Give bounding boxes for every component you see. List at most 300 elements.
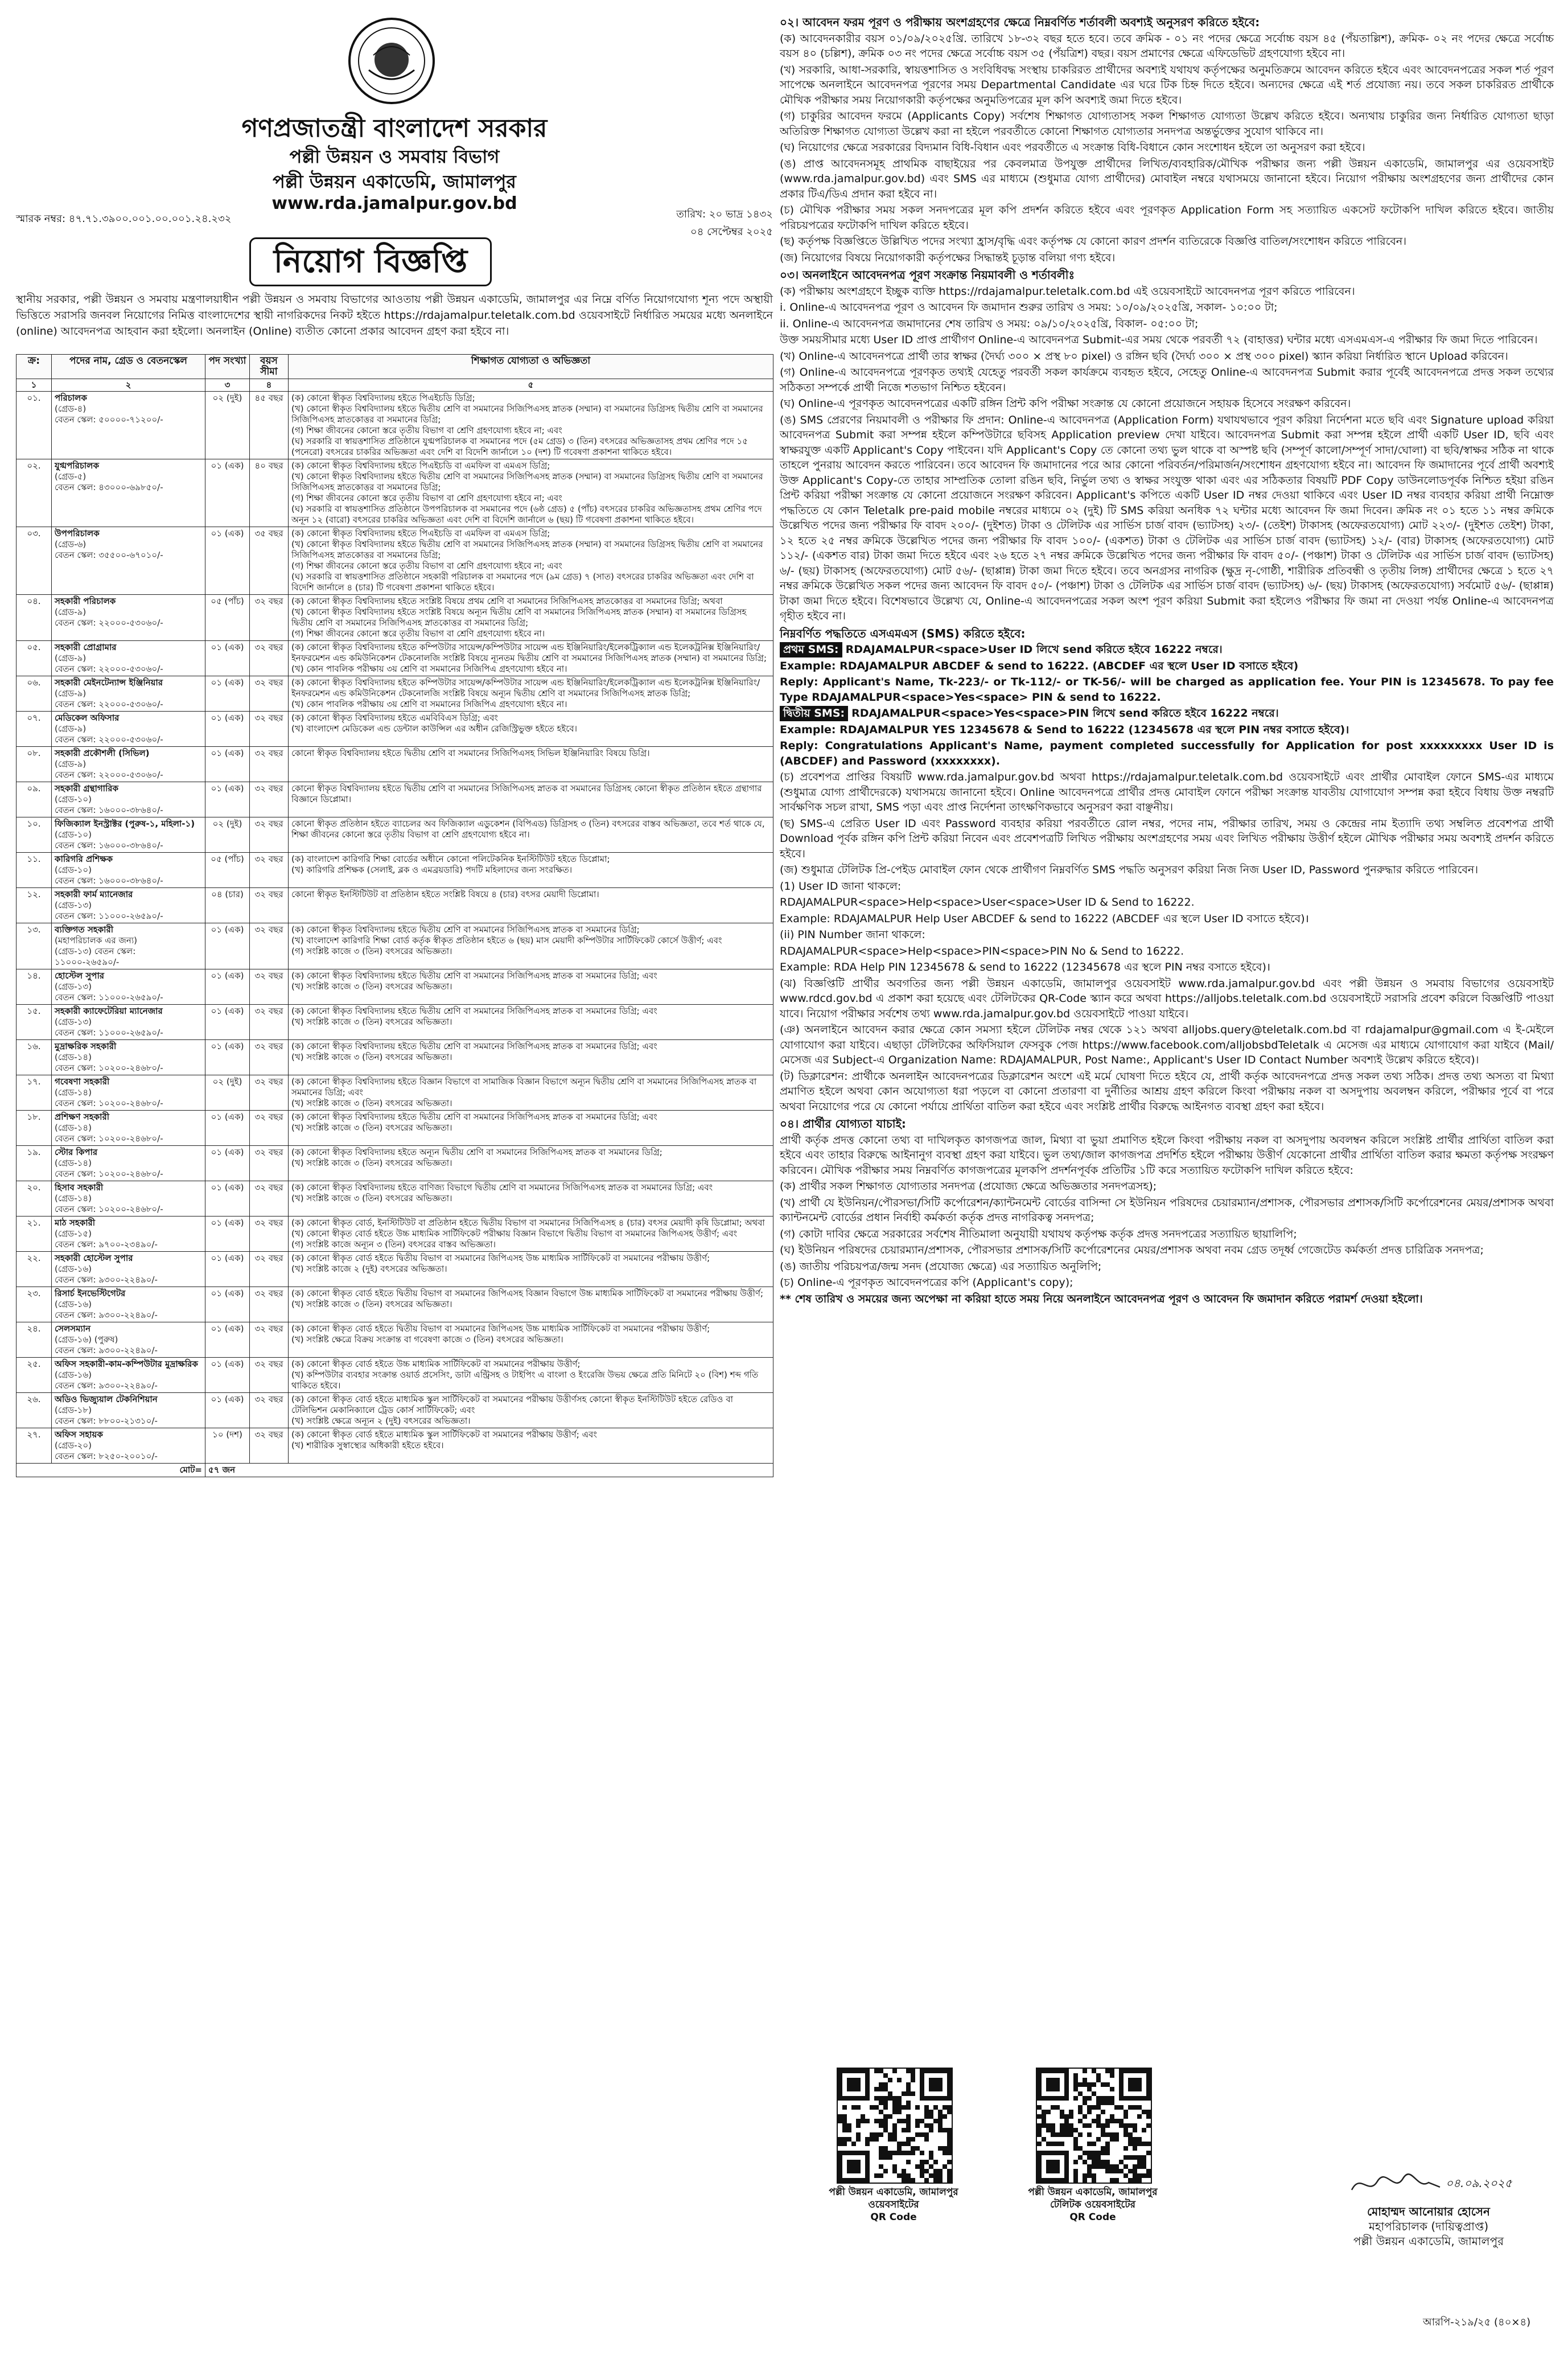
post-grade: (গ্রেড-১৪) <box>55 1158 92 1168</box>
row-post-count: ০২ (দুই) <box>205 817 250 853</box>
table-row <box>17 676 773 712</box>
post-grade: (গ্রেড-১০) <box>55 829 92 840</box>
table-row <box>17 641 773 676</box>
header-age: বয়স সীমা <box>250 355 289 379</box>
table-row <box>17 1322 773 1358</box>
post-grade: (গ্রেড-৯) <box>55 688 87 698</box>
list-item: (ঝ) বিজ্ঞপ্তিটি প্রার্থীর অবগতির জন্য পল্লী উন্নয়ন একাডেমি, জামালপুর ওয়েবসাইট www.rda.jamalpur.gov.bd এবং পল্লী উন্নয়ন ও সমবায় বিভাগের ওয়েবসাইট www.rdcd.gov.bd এ প্রকাশ করা হয়েছে এবং টেলিটকের QR-Code স্ক্যান করে অথবা https://alljobs.teletalk.com.bd ওয়েবসাইটে সরাসরি প্রবেশ করিলে বিজ্ঞপ্তিটি পাওয়া যাবে। নিয়োগ পরীক্ষার সর্বশেষ তথ্য www.rda.jamalpur.gov.bd ওয়েবসাইটে পাওয়া যাইবে। <box>780 977 1554 1020</box>
row-age-limit: ৩২ বছর <box>250 1358 289 1393</box>
post-name: হিসাব সহকারী <box>55 1182 104 1193</box>
row-qualification <box>289 641 773 676</box>
row-post-count: ০১ (এক) <box>205 782 250 817</box>
qualification-item: (ক) কোনো স্বীকৃত বোর্ড হইতে দ্বিতীয় বিভাগ বা সমমানের জিপিএসহ বিজ্ঞান বিভাগে উচ্চ মাধ্যমিক সার্টিফিকেট বা সমমানের পরীক্ষায় উত্তীর্ণ; <box>291 1288 764 1298</box>
table-row <box>17 1075 773 1111</box>
qualification-item: (গ) শিক্ষা জীবনের কোনো স্তরে তৃতীয় বিভাগ বা শ্রেণি গ্রহণযোগ্য হইবে না; এবং <box>291 425 562 435</box>
post-grade: (গ্রেড-১৪) <box>55 1087 92 1098</box>
row-post <box>52 459 205 527</box>
qualification-item: (গ) সংশ্লিষ্ট কাজে অন্যূন ৩ (তিন) বৎসরের বাস্তব অভিজ্ঞতা। <box>291 1239 496 1250</box>
row-post <box>52 1358 205 1393</box>
website-qr-code-icon[interactable] <box>837 2068 953 2184</box>
list-item: (জ) নিয়োগের বিষয়ে নিয়োগকারী কর্তৃপক্ষের সিদ্ধান্তই চূড়ান্ত বলিয়া গণ্য হইবে। <box>780 251 1116 264</box>
row-qualification <box>289 1111 773 1146</box>
row-age-limit: ৩২ বছর <box>250 1393 289 1428</box>
sms-heading: নিম্নবর্ণিত পদ্ধতিতে এসএমএস (SMS) করিতে হইবে: <box>780 626 1026 640</box>
list-item: (ঙ) প্রাপ্ত আবেদনসমূহ প্রাথমিক বাছাইয়ের পর কেবলমাত্র উপযুক্ত প্রার্থীদের লিখিত/ব্যবহারিক/মৌখিক পরীক্ষার জন্য পল্লী উন্নয়ন একাডেমি, জামালপুর এর ওয়েবসাইট (www.rda.jamalpur.gov.bd) এবং SMS এর মাধ্যমে (শুধুমাত্র যোগ্য প্রার্থীদের) মোবাইল নম্বরে যথাসময়ে জানানো হইবে। নিয়োগ পরীক্ষায় অংশগ্রহণের জন্য প্রার্থীদের কোন প্রকার টিএ/ডিএ প্রদান করা হইবে না। <box>780 157 1554 200</box>
sms-second-format: RDAJAMALPUR<space>Yes<space>PIN লিখে send করিতে হইবে 16222 নম্বরে। <box>851 707 1279 720</box>
qualification-item: (খ) সংশ্লিষ্ট কাজে ৩ (তিন) বৎসরের অভিজ্ঞতা। <box>291 1158 452 1168</box>
table-row <box>17 1217 773 1252</box>
right-column <box>780 13 1554 2346</box>
signatory-block <box>1309 2204 1548 2249</box>
post-grade: (গ্রেড-১৩) <box>55 900 92 910</box>
post-pay-scale: বেতন স্কেল: ৫০০০০-৭১২০০/- <box>55 414 163 425</box>
row-age-limit: ৩২ বছর <box>250 712 289 747</box>
qualification-item: (খ) কম্পিউটার ব্যবহার সংক্রান্ত ওয়ার্ড প্রসেসিং, ডাটা এন্ট্রিসহ ও টাইপিং এ বাংলা ও ইংরেজি উভয় ক্ষেত্রে প্রতি মিনিটে ২০ (বিশ) শব্দ গতি থাকিতে হইবে। <box>291 1370 759 1391</box>
row-age-limit: ৩২ বছর <box>250 1428 289 1464</box>
row-post <box>52 1393 205 1428</box>
row-serial: ১০. <box>17 817 52 853</box>
list-item: RDAJAMALPUR<space>Help<space>User<space>User ID & Send to 16222. <box>780 896 1195 909</box>
section-02-heading: ০২। আবেদন ফরম পূরণ ও পরীক্ষায় অংশগ্রহণের ক্ষেত্রে নিম্নবর্ণিত শর্তাবলী অবশ্যই অনুসরণ করিতে হইবে: <box>780 15 1260 29</box>
qualification-item: (খ) সংশ্লিষ্ট ক্ষেত্রে বিক্রয় সংক্রান্ত বা গবেষণা কাজে ৩ (তিন) বৎসরের অভিজ্ঞতা। <box>291 1334 563 1345</box>
qualification-item: (খ) সংশ্লিষ্ট কাজে ৩ (তিন) বৎসরের অভিজ্ঞতা। <box>291 1052 452 1062</box>
qualification-item: (খ) কোন পাবলিক পরীক্ষায় ৩য় শ্রেণি বা সমমানের সিজিপিএ গ্রহণযোগ্য হইবে না। <box>291 664 567 674</box>
qr-caption-line: QR Code <box>1069 2212 1116 2223</box>
post-name: সহকারী ফার্ম ম্যানেজার <box>55 889 133 899</box>
qualification-item: (গ) শিক্ষা জীবনের কোনো স্তরে তৃতীয় বিভাগ বা শ্রেণি গ্রহণযোগ্য হইবে না; এবং <box>291 493 562 503</box>
date-label: তারিখ: <box>676 208 706 220</box>
qualification-item: (খ) কোন পাবলিক পরীক্ষায় ৩য় শ্রেণি বা সমমানের সিজিপিএ গ্রহণযোগ্য হইবে না। <box>291 699 567 709</box>
row-qualification <box>289 1393 773 1428</box>
row-post-count: ০১ (এক) <box>205 1322 250 1358</box>
post-name: মুদ্রাক্ষরিক সহকারী <box>55 1041 117 1051</box>
date-block <box>594 206 773 241</box>
post-grade: (গ্রেড-১৫) <box>55 1228 92 1239</box>
row-serial: ২৫. <box>17 1358 52 1393</box>
row-post <box>52 1075 205 1111</box>
post-name: পরিচালক <box>55 393 87 403</box>
qualification-item: (ক) কোনো স্বীকৃত বোর্ড হইতে মাধ্যমিক স্কুল সার্টিফিকেট বা সমমানের পরীক্ষায় উত্তীর্ণ; এবং <box>291 1429 597 1440</box>
row-post <box>52 1322 205 1358</box>
row-age-limit: ৩২ বছর <box>250 641 289 676</box>
qualification-item: (ক) কোনো স্বীকৃত বিশ্ববিদ্যালয় হইতে দ্বিতীয় শ্রেণি বা সমমানের সিজিপিএসহ স্নাতক বা সমমানের ডিগ্রি; এবং <box>291 1112 657 1122</box>
row-qualification <box>289 1217 773 1252</box>
row-post-count: ০১ (এক) <box>205 1217 250 1252</box>
row-post <box>52 853 205 888</box>
post-pay-scale: বেতন স্কেল: ১৬০০০-৩৮৬৪০/- <box>55 876 163 886</box>
qualification-item: (ক) কোনো স্বীকৃত বিশ্ববিদ্যালয় হইতে পিএইচডি বা এমফিল বা এমএস ডিগ্রি; <box>291 528 550 539</box>
row-age-limit: ৩২ বছর <box>250 782 289 817</box>
row-post-count: ০১ (এক) <box>205 712 250 747</box>
qualification-item: (খ) শারীরিক সুস্বাস্থ্যের অধিকারী হইতে হইবে। <box>291 1440 444 1450</box>
row-age-limit: ৩২ বছর <box>250 1252 289 1287</box>
table-row <box>17 1111 773 1146</box>
post-pay-scale: বেতন স্কেল: ১০২০০-২৪৬৮০/- <box>55 1133 163 1144</box>
row-serial: ১৭. <box>17 1075 52 1111</box>
row-serial: ১৮. <box>17 1111 52 1146</box>
table-row <box>17 747 773 782</box>
qualification-item: (খ) সংশ্লিষ্ট কাজে ৩ (তিন) বৎসরের অভিজ্ঞতা। <box>291 1017 452 1027</box>
list-item: (চ) প্রবেশপত্র প্রাপ্তির বিষয়টি www.rda.jamalpur.gov.bd অথবা https://rdajamalpur.teletalk.com.bd ওয়েবসাইটে এবং প্রার্থীর মোবাইল ফোনে SMS-এর মাধ্যমে (শুধুমাত্র যোগ্য প্রার্থীদেরকে) যথাসময়ে জানানো হইবে। Online আবেদনপত্রে প্রার্থীর প্রদত্ত মোবাইল ফোনে পরীক্ষা সংক্রান্ত যাবতীয় যোগাযোগ সম্পন্ন করা হইবে বিধায় উক্ত নম্বরটি সার্বক্ষণিক সচল রাখা, SMS পড়া এবং প্রাপ্ত নির্দেশনা তাৎক্ষণিকভাবে অনুসরণ করা বাঞ্ছনীয়। <box>780 771 1554 813</box>
post-name: যুগ্মপরিচালক <box>55 461 99 471</box>
post-pay-scale: বেতন স্কেল: ৯৩০০-২২৪৯০/- <box>55 1380 158 1391</box>
qualification-item: (খ) কোনো স্বীকৃত বোর্ড হইতে উচ্চ মাধ্যমিক সার্টিফিকেট পরীক্ষায় বিজ্ঞান বিভাগে দ্বিতীয় বিভাগ বা সমমানের জিপিএসহ উত্তীর্ণ; এবং <box>291 1228 738 1239</box>
row-age-limit: ৩২ বছর <box>250 888 289 923</box>
section-02-list <box>780 31 1554 266</box>
post-grade: (গ্রেড-১৬) <box>55 1264 92 1274</box>
post-grade: (গ্রেড-৫) <box>55 471 87 482</box>
post-grade: (গ্রেড-৬) <box>55 539 87 549</box>
post-name: গবেষণা সহকারী <box>55 1076 110 1087</box>
post-name: অডিও ভিজ্যুয়াল টেকনিশিয়ান <box>55 1394 158 1404</box>
post-name: স্টোর কিপার <box>55 1147 98 1157</box>
qualification-item: (খ) বাংলাদেশ কারিগরি শিক্ষা বোর্ড কর্তৃক স্বীকৃত প্রতিষ্ঠান হইতে ৬ (ছয়) মাস মেয়াদী কম্পিউটার সার্টিফিকেট কোর্সে উত্তীর্ণ; এবং <box>291 935 722 946</box>
post-pay-scale: (গ্রেড-১৩) বেতন স্কেল: ১১০০০-২৬৫৯০/- <box>55 946 136 967</box>
row-age-limit: ৩২ বছর <box>250 1322 289 1358</box>
row-serial: ২৬. <box>17 1393 52 1428</box>
table-row <box>17 1393 773 1428</box>
row-age-limit: ৩২ বছর <box>250 1111 289 1146</box>
qualification-item: (ক) কোনো স্বীকৃত বোর্ড হইতে উচ্চ মাধ্যমিক সার্টিফিকেট বা সমমানের পরীক্ষায় উত্তীর্ণ; <box>291 1359 581 1369</box>
table-row <box>17 712 773 747</box>
row-age-limit: ৩২ বছর <box>250 1005 289 1040</box>
government-title: গণপ্রজাতন্ত্রী বাংলাদেশ সরকার <box>241 114 548 143</box>
table-row <box>17 888 773 923</box>
qualification-item: (খ) সংশ্লিষ্ট কাজে ৩ (তিন) বৎসরের অভিজ্ঞতা। <box>291 1299 452 1309</box>
row-serial: ১৩. <box>17 923 52 969</box>
row-serial: ২৪. <box>17 1322 52 1358</box>
row-qualification <box>289 527 773 595</box>
row-qualification <box>289 888 773 923</box>
post-name: সহকারী মেইনটেন্যান্স ইঞ্জিনিয়ার <box>55 677 163 688</box>
post-pay-scale: বেতন স্কেল: ১১০০০-২৬৫৯০/- <box>55 911 163 921</box>
row-qualification <box>289 595 773 641</box>
row-serial: ১১. <box>17 853 52 888</box>
row-qualification <box>289 1075 773 1111</box>
qualification-item: (খ) সংশ্লিষ্ট কাজে ২ (দুই) বৎসরের অভিজ্ঞতা। <box>291 1264 447 1274</box>
row-age-limit: ৩২ বছর <box>250 1040 289 1075</box>
row-post <box>52 1287 205 1322</box>
row-serial: ১৫. <box>17 1005 52 1040</box>
section-04-intro: প্রার্থী কর্তৃক প্রদত্ত কোনো তথ্য বা দাখিলকৃত কাগজপত্র জাল, মিথ্যা বা ভুয়া প্রমাণিত হইলে কিংবা পরীক্ষায় নকল বা অসদুপায় অবলম্বন করিলে সংশ্লিষ্ট প্রার্থীর প্রার্থিতা বাতিল করা হইবে এবং তাহার বিরুদ্ধে আইনানুগ ব্যবস্থা গ্রহণ করা যাইবে। ভুল তথ্য/জাল কাগজপত্র প্রদর্শিত হইলে পরীক্ষায় উত্তীর্ণ যেকোনো প্রার্থীর প্রার্থিতা বাতিল করার ক্ষমতা কর্তৃপক্ষ সংরক্ষণ করিবেন। মৌখিক পরীক্ষার সময় নিম্নবর্ণিত কাগজপত্রের মূলকপি প্রদর্শনপূর্বক প্রতিটির ১টি করে সত্যায়িত ফটোকপি দাখিল করিতে হইবে: <box>780 1133 1554 1177</box>
row-serial: ২৭. <box>17 1428 52 1464</box>
qualification-item: কোনো স্বীকৃত ইনস্টিটিউট বা প্রতিষ্ঠান হইতে সংশ্লিষ্ট বিষয়ে ৪ (চার) বৎসর মেয়াদী ডিপ্লোমা। <box>291 889 599 899</box>
qualification-item: (ঘ) সরকারি বা স্বায়ত্তশাসিত প্রতিষ্ঠানে যুগ্মপরিচালক বা সমমানের পদে (৫ম গ্রেড) ৩ (তিন) বৎসরের অভিজ্ঞতাসহ প্রথম শ্রেণির পদে ১৫ (পনেরো) বৎসরের চাকরির অভিজ্ঞতা এবং দেশি বা বিদেশি জার্নালে ১০ (দশ) টি গবেষণা প্রকাশনা থাকিতে হইবে। <box>291 436 748 457</box>
signatory-title: মহাপরিচালক (দায়িত্বপ্রাপ্ত) <box>1368 2220 1489 2233</box>
post-name: সহকারী পরিচালক <box>55 596 116 606</box>
row-post <box>52 782 205 817</box>
row-age-limit: ৩৫ বছর <box>250 527 289 595</box>
post-pay-scale: বেতন স্কেল: ৯৩০০-২২৪৯০/- <box>55 1310 158 1320</box>
row-post-count: ০২ (দুই) <box>205 1075 250 1111</box>
qualification-item: (খ) কোনো স্বীকৃত বিশ্ববিদ্যালয় হইতে দ্বিতীয় শ্রেণি বা সমমানের সিজিপিএসহ স্নাতক (সম্মান) বা সমমানের ডিগ্রিসহ দ্বিতীয় শ্রেণি বা সমমানের সিজিপিএসহ স্নাতকোত্তর বা সমমানের ডিগ্রি; <box>291 404 763 425</box>
row-age-limit: ৩২ বছর <box>250 676 289 712</box>
row-post <box>52 1005 205 1040</box>
qualification-item: (খ) সংশ্লিষ্ট কাজে ৩ (তিন) বৎসরের অভিজ্ঞতা। <box>291 1193 452 1203</box>
row-post <box>52 1217 205 1252</box>
table-row <box>17 1005 773 1040</box>
row-serial: ০৩. <box>17 527 52 595</box>
post-name: ফিজিক্যাল ইনস্ট্রাক্টর (পুরুষ-১, মহিলা-১) <box>55 819 195 829</box>
table-row <box>17 527 773 595</box>
row-age-limit: ৩২ বছর <box>250 1287 289 1322</box>
row-post <box>52 712 205 747</box>
post-pay-scale: বেতন স্কেল: ৪৩০০০-৬৯৮৫০/- <box>55 482 163 492</box>
row-age-limit: ৩২ বছর <box>250 1075 289 1111</box>
list-item: (ঘ) নিয়োগের ক্ষেত্রে সরকারের বিদ্যমান বিধি-বিধান এবং পরবর্তীতে এ সংক্রান্ত বিধি-বিধানে কোন সংশোধন হইলে তা অনুসরণ করা হইবে। <box>780 141 1365 154</box>
row-qualification <box>289 1005 773 1040</box>
row-qualification <box>289 1252 773 1287</box>
post-grade: (গ্রেড-১৬) <box>55 1370 92 1380</box>
row-qualification <box>289 712 773 747</box>
post-pay-scale: বেতন স্কেল: ৮৮০০-২১৩১০/- <box>55 1416 158 1426</box>
list-item: (ঘ) Online-এ পূরণকৃত আবেদনপত্রের একটি রঙ্গিন প্রিন্ট কপি পরীক্ষা সংক্রান্ত যে কোনো প্রয়োজনে সহায়ক হিসেবে সংরক্ষণ করিবেন। <box>780 397 1351 410</box>
row-serial: ০৯. <box>17 782 52 817</box>
list-item: (ক) পরীক্ষায় অংশগ্রহণে ইচ্ছুক ব্যক্তি https://rdajamalpur.teletalk.com.bd এই ওয়েবসাইটে আবেদনপত্র পূরণ করিতে পারিবেন। <box>780 285 1355 298</box>
list-item: (ঙ) জাতীয় পরিচয়পত্র/জন্ম সনদ (প্রযোজ্য ক্ষেত্রে) এর সত্যায়িত অনুলিপি; <box>780 1260 1102 1273</box>
header-post: পদের নাম, গ্রেড ও বেতনস্কেল <box>52 355 205 379</box>
row-post-count: ০৪ (চার) <box>205 888 250 923</box>
list-item: উক্ত সময়সীমার মধ্যে User ID প্রাপ্ত প্রার্থীগণ Online-এ আবেদনপত্র Submit-এর সময় থেকে পরবর্তী ৭২ (বাহাত্তর) ঘন্টার মধ্যে এসএমএস-এ পরীক্ষার ফি জমা দিতে পারিবেন। <box>780 334 1538 346</box>
list-item: (ii) PIN Number জানা থাকলে: <box>780 928 925 941</box>
post-pay-scale: বেতন স্কেল: ১০২০০-২৪৬৮০/- <box>55 1204 163 1214</box>
list-item: (জ) শুধুমাত্র টেলিটক প্রি-পেইড মোবাইল ফোন থেকে প্রার্থীগণ নিম্নবর্ণিত SMS পদ্ধতি অনুসরণ করিয়া নিজ নিজ User ID, Password পুনরুদ্ধার করিতে পারিবেন। <box>780 864 1479 876</box>
row-age-limit: ৩২ বছর <box>250 1146 289 1181</box>
list-item: (ঙ) SMS প্রেরণের নিয়মাবলী ও পরীক্ষার ফি প্রদান: Online-এ আবেদনপত্র (Application Form) যথাযথভাবে পূরণ করিয়া নির্দেশনা মতে ছবি এবং Signature upload করিয়া আবেদনপত্র Submit করা সম্পন্ন হইলে কম্পিউটারে ছবিসহ Application preview দেখা যাইবে। আবেদনপত্র Submit করা সম্পন্ন হইলে প্রার্থী একটি User ID, ছবি এবং স্বাক্ষরযুক্ত একটি Applicant's Copy পাইবেন। যদি Applicant's Copy তে কোনো তথ্য ভুল থাকে বা অস্পষ্ট ছবি (সম্পূর্ণ কালো/সম্পূর্ণ সাদা/ঘোলা) বা ছবি/স্বাক্ষর সঠিক না থাকে তাহলে পুনরায় আবেদন করতে পারিবেন। তবে আবেদন ফি জমাদানের পরে আর কোনো পরিবর্তন/পরিমার্জন/সংশোধন গ্রহণযোগ্য হইবে না। আবেদন ফি জমাদানের পূর্বে প্রার্থী অবশ্যই উক্ত Applicant's Copy-তে তাহার সাম্প্রতিক তোলা রঙিন ছবি, নির্ভুল তথ্য ও স্বাক্ষর সংযুক্ত থাকা এবং এর সঠিকতার বিষয়টি PDF Copy ডাউনলোডপূর্বক নিশ্চিত হইয়া রঙিন প্রিন্ট করিয়া পরীক্ষা সংক্রান্ত যে কোনো প্রয়োজনে সংরক্ষণ করিবেন। Applicant's কপিতে একটি User ID নম্বর দেওয়া থাকিবে এবং User ID নম্বর ব্যবহার করিয়া প্রার্থী নিম্নোক্ত পদ্ধতিতে যে কোন Teletalk pre-paid mobile নম্বরের মাধ্যমে ০২ (দুই) টি SMS করিয়া অনধিক ৭২ ঘন্টার মধ্যে আবেদন ফি জমা দিবেন। ক্রমিক নং ০১ হতে ১১ নম্বর ক্রমিকে উল্লেখিত পদের জন্য পরীক্ষার ফি বাবদ ২০০/- (দুইশত) টাকা ও টেলিটক এর সার্ভিস চার্জ বাবদ (ভ্যাটসহ) ২৩/- (তেইশ) টাকাসহ (অফেরতযোগ্য) মোট ২২৩/- (দুইশত তেইশ) টাকা, ১২ হতে ২৫ নম্বর ক্রমিকে উল্লেখিত পদের জন্য পরীক্ষার ফি বাবদ ১০০/- (একশত) টাকা ও টেলিটক এর সার্ভিস চার্জ বাবদ (ভ্যাটসহ) ১২/- (বার) টাকাসহ (অফেরতযোগ্য) মোট ১১২/- (একশত বার) টাকা জমা দিতে হইবে এবং ২৬ হতে ২৭ নম্বর ক্রমিকে উল্লেখিত পদের জন্য পরীক্ষার ফি বাবদ ৫০/- (পঞ্চাশ) টাকা ও টেলিটক এর সার্ভিস চার্জ বাবদ (ভ্যাটসহ) ৬/- (ছয়) টাকাসহ (অফেরতযোগ্য) মোট ৫৬/- (ছাপ্পান্ন) টাকা জমা দিতে হইবে। তবে অনগ্রসর নাগরিক (ক্ষুদ্র নৃ-গোষ্ঠী, শারীরিক প্রতিবন্ধী ও তৃতীয় লিঙ্গ) প্রার্থীদের ক্ষেত্রে ১ হতে ২৭ নম্বর ক্রমিকে উল্লেখিত সকল পদের জন্য আবেদন ফি বাবদ ৫০/- (পঞ্চাশ) টাকা ও টেলিটক এর সার্ভিস চার্জ বাবদ (ভ্যাটসহ) ৬/- (ছয়) টাকাসহ (অফেরতযোগ্য) সর্বমোট ৫৬/- (ছাপ্পান্ন) টাকা জমা দিতে হইবে। বিশেষভাবে উল্লেখ্য যে, Online-এ আবেদনপত্রের সকল অংশ পূরণ করিয়া Submit করা হইলেও পরীক্ষার ফি জমা না দেওয়া পর্যন্ত Online-এ আবেদনপত্র গৃহীত হইবে না। <box>780 413 1554 622</box>
row-post-count: ০১ (এক) <box>205 1358 250 1393</box>
row-post <box>52 1252 205 1287</box>
post-pay-scale: বেতন স্কেল: ১১০০০-২৬৫৯০/- <box>55 1028 163 1038</box>
row-serial: ১৬. <box>17 1040 52 1075</box>
list-item: (1) User ID জানা থাকলে: <box>780 880 902 893</box>
row-qualification <box>289 1040 773 1075</box>
row-qualification <box>289 1428 773 1464</box>
row-age-limit: ৪৫ বছর <box>250 392 289 459</box>
table-row <box>17 923 773 969</box>
row-post <box>52 527 205 595</box>
qualification-item: কোনো স্বীকৃত বিশ্ববিদ্যালয় হইতে দ্বিতীয় শ্রেণি বা সমমানের সিজিপিএসহ স্নাতক বা সমমানের ডিগ্রিসহ কোনো স্বীকৃত প্রতিষ্ঠান হইতে গ্রন্থাগার বিজ্ঞানে ডিপ্লোমা। <box>291 783 762 804</box>
row-qualification <box>289 817 773 853</box>
post-name: মেডিকেল অফিসার <box>55 713 120 723</box>
row-post <box>52 1428 205 1464</box>
qualification-item: কোনো স্বীকৃত বিশ্ববিদ্যালয় হইতে দ্বিতীয় শ্রেণি বা সমমানের সিজিপিএসহ সিভিল ইঞ্জিনিয়ারিং বিষয়ে ডিগ্রি। <box>291 748 650 758</box>
qualification-item: (ক) কোনো স্বীকৃত বোর্ড, ইনস্টিটিউট বা প্রতিষ্ঠান হইতে দ্বিতীয় বিভাগ বা সমমানের সিজিপিএসহ ৪ (চার) বৎসর মেয়াদী কৃষি ডিপ্লোমা; অথবা <box>291 1218 765 1228</box>
post-grade: (গ্রেড-৯) <box>55 653 87 663</box>
qualification-item: (ক) কোনো স্বীকৃত বিশ্ববিদ্যালয় হইতে বিজ্ঞান বিভাগে বা সামাজিক বিজ্ঞান বিভাগে অন্যূন দ্বিতীয় শ্রেণি বা সমমানের সিজিপিএসহ স্নাতক বা সমমানের ডিগ্রি; এবং <box>291 1076 757 1098</box>
list-item: i. Online-এ আবেদনপত্র পূরণ ও আবেদন ফি জমাদান শুরুর তারিখ ও সময়: ১০/০৯/২০২৫খ্রি, সকাল- ১০:০০ টা; <box>780 301 1278 314</box>
row-post <box>52 817 205 853</box>
qualification-item: (ক) কোনো স্বীকৃত বোর্ড হইতে মাধ্যমিক স্কুল সার্টিফিকেট বা সমমানের পরীক্ষায় উত্তীর্ণসহ কোনো স্বীকৃত ইনস্টিটিউট হইতে রেডিও বা টেলিভিশন মেকানিক্যালে ট্রেড কোর্স সার্টিফিকেট; এবং <box>291 1394 733 1415</box>
row-serial: ১৯. <box>17 1146 52 1181</box>
sms-first-format: RDAJAMALPUR<space>User ID লিখে send করিতে হইবে 16222 নম্বরে। <box>845 643 1223 656</box>
row-post <box>52 641 205 676</box>
post-name: সেলসম্যান <box>55 1324 91 1334</box>
post-pay-scale: বেতন স্কেল: ১৬০০০-৩৮৬৪০/- <box>55 840 163 850</box>
list-item: (ঘ) ইউনিয়ন পরিষদের চেয়ারম্যান/প্রশাসক, পৌরসভার প্রশাসক/সিটি কর্পোরেশনের মেয়র/প্রশাসক অথবা নবম গ্রেড তদূর্ধ্ব গেজেটেড কর্মকর্তা প্রদত্ত চারিত্রিক সনদপত্র; <box>780 1244 1484 1256</box>
qualification-item: (ক) কোনো স্বীকৃত বোর্ড হইতে দ্বিতীয় বিভাগ বা সমমানের জিপিএসহ উচ্চ মাধ্যমিক সার্টিফিকেট বা সমমানের পরীক্ষায় উত্তীর্ণ; <box>291 1324 710 1334</box>
row-qualification <box>289 1181 773 1217</box>
vacancy-table <box>16 354 773 1477</box>
qualification-item: (ক) কোনো স্বীকৃত বিশ্ববিদ্যালয় হইতে কম্পিউটার সায়েন্স/কম্পিউটার সায়েন্স এন্ড ইঞ্জিনিয়ারিং/ইলেকট্রিক্যাল এন্ড ইলেকট্রনিক্স ইঞ্জিনিয়ারিং/ইনফরমেশন এন্ড কমিউনিকেশন টেকনোলজি সংশ্লিষ্ট বিষয়ে ন্যূনতম দ্বিতীয় শ্রেণি বা সমমানের সিজিপিএসহ স্নাতক (সম্মান) বা সমমানের ডিগ্রি; <box>291 642 767 663</box>
intro-paragraph: স্থানীয় সরকার, পল্লী উন্নয়ন ও সমবায় মন্ত্রণালয়াধীন পল্লী উন্নয়ন ও সমবায় বিভাগের আওতায় পল্লী উন্নয়ন একাডেমি, জামালপুর এর নিম্নে বর্ণিত নিয়োগযোগ্য শূন্য পদে অস্থায়ী ভিত্তিতে সরাসরি জনবল নিয়োগের নিমিত্ত বাংলাদেশের স্থায়ী নাগরিকদের নিকট হইতে https://rdajamalpur.teletalk.com.bd ওয়েবসাইটে নির্ধারিত সময়ের মধ্যে অনলাইনে (online) আবেদনপত্র আহবান করা হইলো। অনলাইন (Online) ব্যতীত কোনো প্রকার আবেদন গ্রহণ করা হইবে না। <box>16 293 773 338</box>
column-number: ৫ <box>289 379 773 392</box>
row-qualification <box>289 1146 773 1181</box>
list-item: (খ) সরকারি, আধা-সরকারি, স্বায়ত্তশাসিত ও সংবিধিবদ্ধ সংস্থায় চাকরিরত প্রার্থীদের অবশ্যই যথাযথ কর্তৃপক্ষের অনুমতিক্রমে আবেদন করিতে হইবে এবং আবেদনপত্রের সকল শর্ত পূরণ সাপেক্ষে অনলাইনে আবেদনপত্র পূরণের সময় Departmental Candidate এর ঘরে টিক চিহ্ন দিতে হইবে। অন্যদের ক্ষেত্রে এই শর্ত প্রযোজ্য নয়। তবে সকল চাকরিরত প্রার্থীকে মৌখিক পরীক্ষার সময় নিয়োগকারী কর্তৃপক্ষের অনুমতিপত্রের মূল কপি অবশ্যই জমা দিতে হইবে। <box>780 63 1554 106</box>
website-link[interactable]: www.rda.jamalpur.gov.bd <box>271 194 517 213</box>
post-name: অফিস সহায়ক <box>55 1429 103 1440</box>
row-qualification <box>289 676 773 712</box>
row-post-count: ০১ (এক) <box>205 1287 250 1322</box>
header-qualification: শিক্ষাগত যোগ্যতা ও অভিজ্ঞতা <box>289 355 773 379</box>
qualification-item: (খ) সংশ্লিষ্ট কাজে ৩ (তিন) বৎসরের অভিজ্ঞতা। <box>291 981 452 992</box>
post-name: ব্যক্তিগত সহকারী <box>55 924 114 935</box>
total-row <box>17 1464 773 1477</box>
row-post-count: ০১ (এক) <box>205 1181 250 1217</box>
row-age-limit: ৩২ বছর <box>250 595 289 641</box>
row-post-count: ০১ (এক) <box>205 1146 250 1181</box>
post-pay-scale: বেতন স্কেল: ২২০০০-৫৩০৬০/- <box>55 699 163 709</box>
qualification-item: (ক) কোনো স্বীকৃত বিশ্ববিদ্যালয় হইতে এমবিবিএস ডিগ্রি; এবং <box>291 713 498 723</box>
qualification-item: কোনো স্বীকৃত প্রতিষ্ঠান হইতে ব্যাচেলর অব ফিজিক্যাল এডুকেশন (বিপিএড) ডিগ্রিসহ ৩ (তিন) বৎসরের বাস্তব অভিজ্ঞতা, তবে শর্ত থাকে যে, শিক্ষা জীবনের কোনো স্তরে তৃতীয় বিভাগ বা শ্রেণি গ্রহণযোগ্য হইবে না। <box>291 819 765 840</box>
column-number: ৩ <box>205 379 250 392</box>
row-age-limit: ৩২ বছর <box>250 969 289 1005</box>
row-serial: ২০. <box>17 1181 52 1217</box>
row-post-count: ০১ (এক) <box>205 1393 250 1428</box>
list-item: (ছ) কর্তৃপক্ষ বিজ্ঞপ্তিতে উল্লিখিত পদের সংখ্যা হ্রাস/বৃদ্ধি এবং কর্তৃপক্ষ যে কোনো কারণ প্রদর্শন ব্যতিরেকে বিজ্ঞপ্তি বাতিল/সংশোধন করিতে পারিবেন। <box>780 235 1407 248</box>
row-serial: ২২. <box>17 1252 52 1287</box>
row-post <box>52 888 205 923</box>
row-qualification <box>289 747 773 782</box>
left-column <box>16 13 773 2346</box>
section-03-heading: ০৩। অনলাইনে আবেদনপত্র পূরণ সংক্রান্ত নিয়মাবলী ও শর্তাবলীঃ <box>780 268 1075 282</box>
qr-caption-line: QR Code <box>870 2212 917 2223</box>
qualification-item: (ক) কোনো স্বীকৃত বিশ্ববিদ্যালয় হইতে বাণিজ্য বিভাগে দ্বিতীয় শ্রেণি বা সমমানের সিজিপিএসহ স্নাতক বা সমমানের ডিগ্রি; এবং <box>291 1182 713 1193</box>
post-name: উপপরিচালক <box>55 528 100 539</box>
list-item: Example: RDA Help PIN 12345678 & send to 16222 (12345678 এর স্থলে PIN নম্বর বসাতে হইবে)। <box>780 961 1271 973</box>
row-serial: ০৫. <box>17 641 52 676</box>
row-qualification <box>289 923 773 969</box>
row-post <box>52 595 205 641</box>
post-grade: (গ্রেড-১৮) <box>55 1405 92 1415</box>
post-name: সহকারী প্রকৌশলী (সিভিল) <box>55 748 150 758</box>
conditions-section <box>780 15 1554 1306</box>
row-serial: ২৩. <box>17 1287 52 1322</box>
post-pay-scale: বেতন স্কেল: ১০২০০-২৪৬৮০/- <box>55 1098 163 1108</box>
list-item: ii. Online-এ আবেদনপত্র জমাদানের শেষ তারিখ ও সময়: ০৯/১০/২০২৫খ্রি, বিকাল- ০৫:০০ টা; <box>780 317 1199 330</box>
qualification-item: (ক) কোনো স্বীকৃত বিশ্ববিদ্যালয় হইতে দ্বিতীয় শ্রেণি বা সমমানের সিজিপিএসহ স্নাতক বা সমমানের ডিগ্রি; এবং <box>291 971 657 981</box>
notice-title: নিয়োগ বিজ্ঞপ্তি <box>249 237 492 286</box>
table-row <box>17 1252 773 1287</box>
row-post-count: ১০ (দশ) <box>205 1428 250 1464</box>
row-post-count: ০১ (এক) <box>205 676 250 712</box>
post-name: অফিস সহকারী-কাম-কম্পিউটার মুদ্রাক্ষরিক <box>55 1359 198 1369</box>
row-age-limit: ৩২ বছর <box>250 923 289 969</box>
qualification-item: (ক) কোনো স্বীকৃত বোর্ড হইতে দ্বিতীয় বিভাগ বা সমমানের জিপিএসহ উচ্চ মাধ্যমিক সার্টিফিকেট বা সমমানের পরীক্ষায় উত্তীর্ণ; <box>291 1253 710 1263</box>
row-serial: ০৪. <box>17 595 52 641</box>
list-item: Example: RDAJAMALPUR Help User ABCDEF & send to 16222 (ABCDEF এর স্থলে User ID বসাতে হইবে)। <box>780 912 1309 925</box>
row-qualification <box>289 1358 773 1393</box>
list-item: (ঞ) অনলাইনে আবেদন করার ক্ষেত্রে কোন সমস্যা হইলে টেলিটক নম্বর থেকে ১২১ অথবা alljobs.query@teletalk.com.bd বা rdajamalpur@gmail.com এ ই-মেইলে যোগাযোগ করা যাইবে। এছাড়া টেলিটকের অফিসিয়াল ফেসবুক পেজ https://www.facebook.com/alljobsbdTeletalk এ মেসেজ এর মাধ্যমে যোগাযোগ করা যাইবে (Mail/মেসেজ এর Subject-এ Organization Name: RDAJAMALPUR, Post Name:, Applicant's User ID Contact Number অবশ্যই উল্লেখ করিতে হইবে)। <box>780 1024 1554 1066</box>
post-grade: (গ্রেড-৪) <box>55 404 87 414</box>
post-pay-scale: বেতন স্কেল: ১০২০০-২৪৬৮০/- <box>55 1169 163 1179</box>
row-post <box>52 676 205 712</box>
post-pay-scale: বেতন স্কেল: ২২০০০-৫৩০৬০/- <box>55 734 163 745</box>
sms-first-label: প্রথম SMS: <box>780 642 842 657</box>
row-age-limit: ৩২ বছর <box>250 853 289 888</box>
qr-caption-line: পল্লী উন্নয়ন একাডেমি, জামালপুর <box>1028 2187 1158 2198</box>
row-qualification <box>289 969 773 1005</box>
header-count: পদ সংখ্যা <box>205 355 250 379</box>
section-04-heading: ০৪। প্রার্থীর যোগ্যতা যাচাই: <box>780 1117 906 1131</box>
row-serial: ০৭. <box>17 712 52 747</box>
qualification-item: (ক) কোনো স্বীকৃত বিশ্ববিদ্যালয় হইতে দ্বিতীয় শ্রেণি বা সমমানের সিজিপিএসহ স্নাতক বা সমমানের ডিগ্রি; <box>291 924 640 935</box>
qualification-item: (ক) কোনো স্বীকৃত বিশ্ববিদ্যালয় হইতে পিএইচডি ডিগ্রি; <box>291 393 475 403</box>
teletalk-qr-code-icon[interactable] <box>1036 2068 1152 2184</box>
post-grade: (গ্রেড-১৪) <box>55 1123 92 1133</box>
division-name: পল্লী উন্নয়ন ও সমবায় বিভাগ <box>289 146 500 167</box>
row-post-count: ০১ (এক) <box>205 747 250 782</box>
post-pay-scale: বেতন স্কেল: ৩৫৫০০-৬৭০১০/- <box>55 550 163 560</box>
post-grade: (গ্রেড-২০) <box>55 1440 92 1450</box>
post-name: সহকারী হোস্টেল সুপার <box>55 1253 133 1263</box>
qualification-item: (ক) কোনো স্বীকৃত বিশ্ববিদ্যালয় হইতে সংশ্লিষ্ট বিষয়ে প্রথম শ্রেণি বা সমমানের সিজিপিএসহ স্নাতকোত্তর বা সমমানের ডিগ্রি; অথবা <box>291 596 723 606</box>
table-row <box>17 1287 773 1322</box>
row-post-count: ০১ (এক) <box>205 527 250 595</box>
table-row <box>17 782 773 817</box>
post-name: কারিগরি প্রশিক্ষক <box>55 854 113 864</box>
row-post <box>52 1040 205 1075</box>
teletalk-qr-caption <box>1019 2186 1167 2224</box>
qualification-item: (খ) সংশ্লিষ্ট কাজে ৩ (তিন) বৎসরের অভিজ্ঞতা। <box>291 1123 452 1133</box>
list-item: (ছ) SMS-এ প্রেরিত User ID এবং Password ব্যবহার করিয়া পরবর্তীতে রোল নম্বর, পদের নাম, পরীক্ষার তারিখ, সময় ও কেন্দ্রের নাম ইত্যাদি তথ্য সম্বলিত প্রবেশপত্র প্রার্থী Download পূর্বক রঙ্গিন কপি প্রিন্ট করিয়া নিবেন এবং প্রবেশপত্রটি লিখিত পরীক্ষায় অংশগ্রহণের সময় এবং লিখিত পরীক্ষায় উত্তীর্ণ হইলে মৌখিক পরীক্ষার সময় অবশ্যই প্রদর্শন করিতে হইবে। <box>780 817 1554 860</box>
row-qualification <box>289 392 773 459</box>
post-grade: (গ্রেড-১৬) <box>55 1299 92 1309</box>
row-serial: ১৪. <box>17 969 52 1005</box>
qualification-item: (ঘ) সরকারি বা স্বায়ত্তশাসিত প্রতিষ্ঠানে সহকারী পরিচালক বা সমমানের পদে (৯ম গ্রেড) ৭ (সাত) বৎসরের চাকরির অভিজ্ঞতা এবং দেশি বা বিদেশি জার্নালে ৪ (চার) টি গবেষণা প্রকাশনা থাকিতে হইবে। <box>291 572 754 593</box>
post-pay-scale: বেতন স্কেল: ২২০০০-৫৩০৬০/- <box>55 664 163 674</box>
post-name: প্রশিক্ষণ সহকারী <box>55 1112 109 1122</box>
signatory-organization: পল্লী উন্নয়ন একাডেমি, জামালপুর <box>1353 2234 1504 2248</box>
row-serial: ০২. <box>17 459 52 527</box>
row-post-count: ০১ (এক) <box>205 923 250 969</box>
row-post-count: ০৫ (পাঁচ) <box>205 853 250 888</box>
footer-reference: আরপি-২১৯/২৫ (৪০×৪) <box>1423 2316 1531 2328</box>
date-english: ০৪ সেপ্টেম্বর ২০২৫ <box>690 226 773 238</box>
row-serial: ১২. <box>17 888 52 923</box>
post-grade: (গ্রেড-৯) <box>55 759 87 769</box>
sms-second-line <box>780 706 1554 721</box>
post-grade: (গ্রেড-১৪) <box>55 1052 92 1062</box>
post-grade: (গ্রেড-১৩) <box>55 1017 92 1027</box>
website-qr-caption <box>820 2186 968 2224</box>
post-name: রিসার্চ ইনভেস্টিগেটর <box>55 1288 126 1298</box>
list-item: RDAJAMALPUR<space>Help<space>PIN<space>PIN No & Send to 16222. <box>780 944 1184 957</box>
post-pay-scale: বেতন স্কেল: ৯৩০০-২২৪৯০/- <box>55 1345 158 1355</box>
header-serial: ক্র: <box>17 355 52 379</box>
post-grade: (গ্রেড-১০) <box>55 794 92 804</box>
qualification-item: (খ) সংশ্লিষ্ট কাজে ৩ (তিন) বৎসরের অভিজ্ঞতা। <box>291 1098 452 1108</box>
qualification-item: (গ) শিক্ষা জীবনের কোনো স্তরে তৃতীয় বিভাগ বা শ্রেণি গ্রহণযোগ্য হইবে না; এবং <box>291 561 562 571</box>
row-post-count: ০২ (দুই) <box>205 392 250 459</box>
qr-caption-line: ওয়েবসাইটের <box>868 2199 919 2210</box>
table-row <box>17 1358 773 1393</box>
row-qualification <box>289 1287 773 1322</box>
post-grade: (গ্রেড-১৬) (পুরুষ) <box>55 1334 118 1345</box>
table-row <box>17 392 773 459</box>
table-row <box>17 595 773 641</box>
memo-number: স্মারক নম্বর: ৪৭.৭১.৩৯০০.০০১.০০.০০১.২৪.২৩২ <box>16 213 232 225</box>
column-number: ২ <box>52 379 205 392</box>
